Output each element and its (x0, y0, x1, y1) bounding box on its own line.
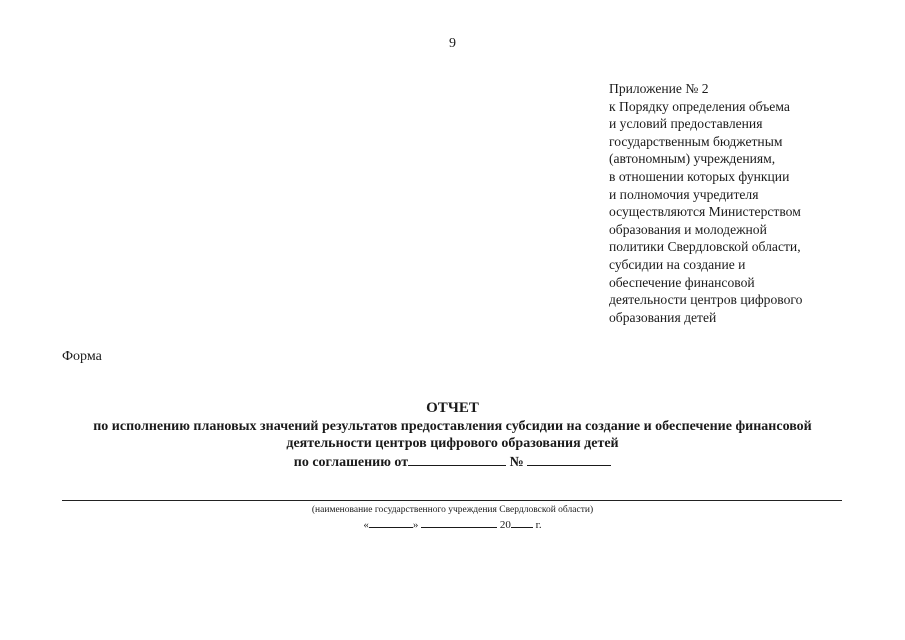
appendix-line: к Порядку определения объема (609, 98, 790, 114)
number-sign: № (509, 454, 524, 470)
form-label: Форма (62, 349, 102, 364)
institution-name-line[interactable] (62, 500, 842, 501)
appendix-line: (автономным) учреждениям, (609, 151, 776, 167)
report-subtitle-line-1: по исполнению плановых значений результатов предоставления субсидии на создание и обеспечение финансовой (93, 418, 812, 434)
date-month-blank[interactable] (421, 518, 497, 528)
date-line (0, 518, 905, 531)
report-heading (0, 400, 905, 471)
agreement-prefix: по соглашению от (293, 454, 409, 470)
appendix-block (609, 80, 899, 326)
agreement-line (0, 453, 905, 472)
date-year-prefix: 20 (499, 519, 511, 531)
appendix-line: осуществляются Министерством (609, 204, 801, 220)
appendix-line: деятельности центров цифрового (609, 292, 803, 308)
report-title: ОТЧЕТ (426, 400, 479, 416)
appendix-line: образования и молодежной (609, 221, 767, 237)
agreement-number-blank[interactable] (527, 453, 611, 466)
appendix-line: государственным бюджетным (609, 133, 783, 149)
date-year-suffix: г. (535, 519, 542, 531)
appendix-line: и условий предоставления (609, 116, 763, 132)
date-open-quote: « (363, 519, 369, 531)
appendix-line: субсидии на создание и (609, 256, 746, 272)
date-year-blank[interactable] (511, 518, 533, 528)
appendix-line: в отношении которых функции (609, 168, 790, 184)
page-number: 9 (449, 36, 456, 51)
agreement-date-blank[interactable] (408, 453, 506, 466)
report-subtitle-line-2: деятельности центров цифрового образования детей (286, 436, 619, 451)
appendix-line: политики Свердловской области, (609, 239, 801, 255)
appendix-line: Приложение № 2 (609, 81, 709, 96)
appendix-line: и полномочия учредителя (609, 186, 759, 202)
date-day-blank[interactable] (369, 518, 413, 528)
institution-caption: (наименование государственного учреждения Свердловской области) (311, 505, 594, 515)
date-close-quote: » (412, 519, 419, 531)
appendix-line: образования детей (609, 309, 717, 325)
appendix-line: обеспечение финансовой (609, 274, 755, 290)
